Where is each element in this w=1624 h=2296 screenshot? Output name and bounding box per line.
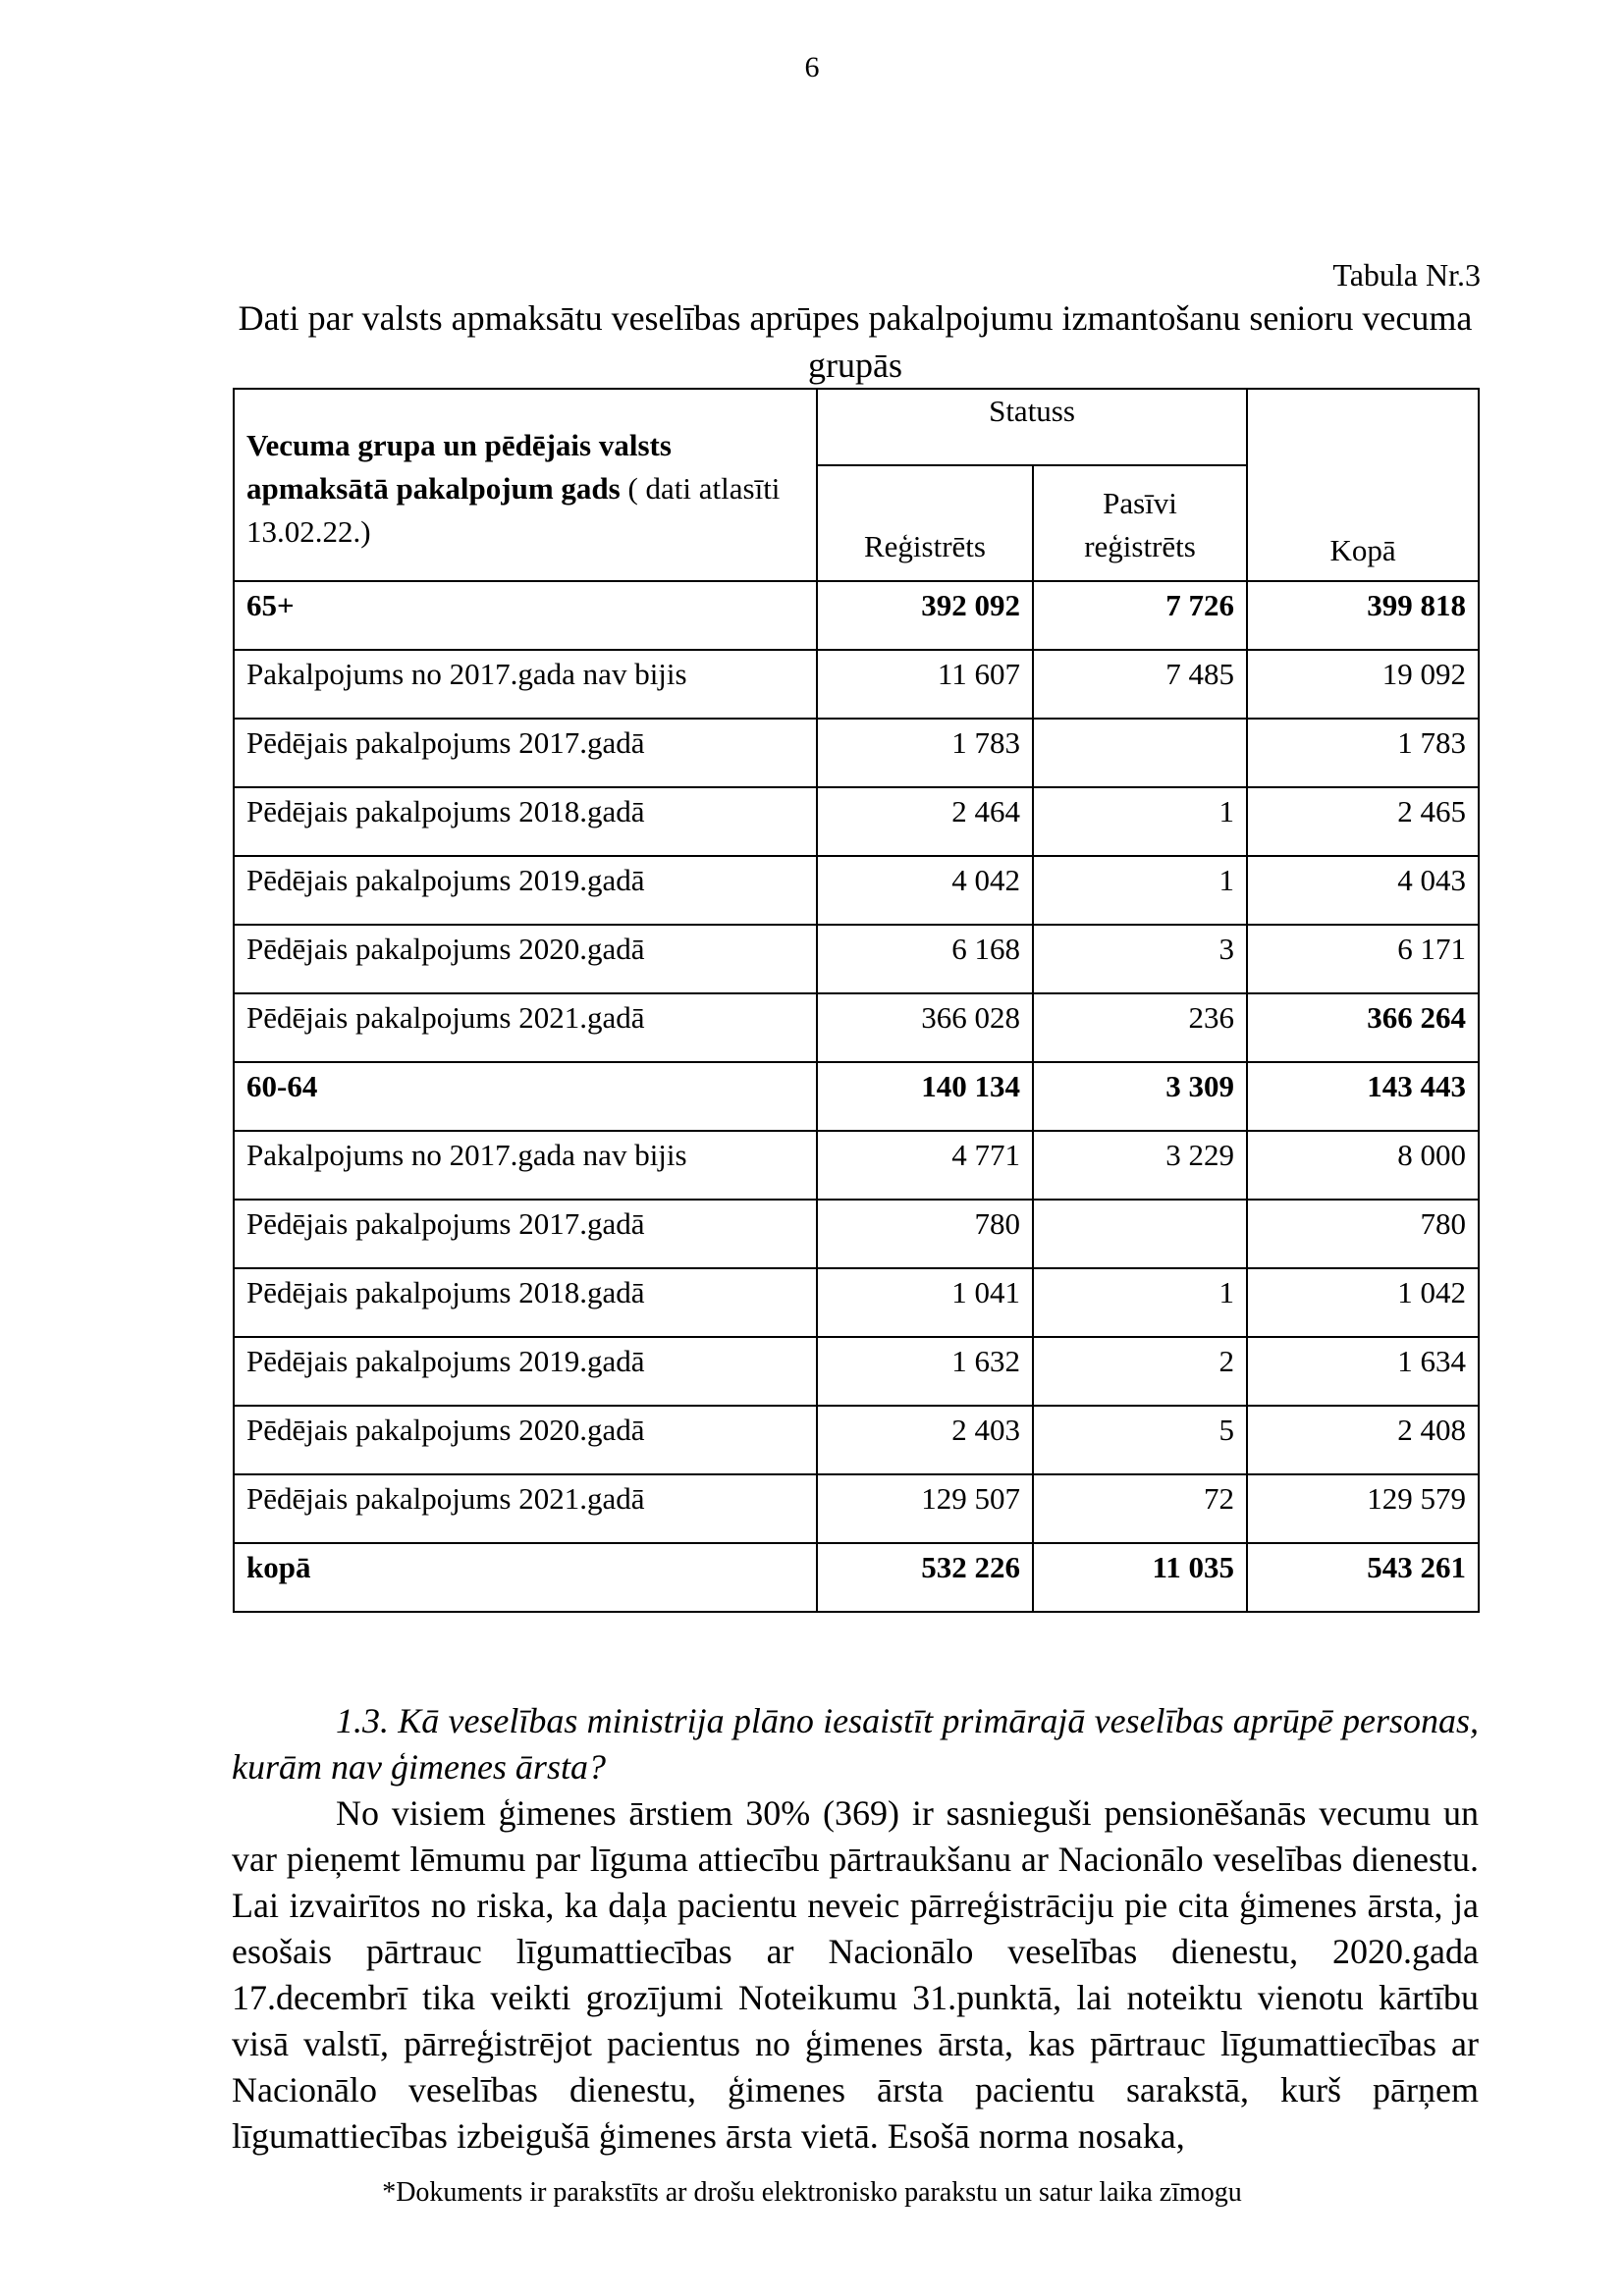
table-row: [234, 787, 1479, 856]
row-label: Pēdējais pakalpojums 2020.gadā: [234, 1406, 817, 1474]
cell-passive: 72: [1033, 1474, 1247, 1543]
cell-total: 4 043: [1247, 856, 1479, 925]
cell-total: 1 042: [1247, 1268, 1479, 1337]
cell-total: 399 818: [1247, 581, 1479, 650]
cell-registered: 129 507: [817, 1474, 1033, 1543]
header-age-group-note: ( dati atlasīti 13.02.22.): [246, 471, 781, 549]
cell-passive: 2: [1033, 1337, 1247, 1406]
table-label: Tabula Nr.3: [1332, 257, 1481, 293]
header-total: Kopā: [1247, 389, 1479, 581]
row-label: 65+: [234, 581, 817, 650]
cell-passive: 7 485: [1033, 650, 1247, 719]
cell-passive: 3: [1033, 925, 1247, 993]
cell-passive: 1: [1033, 787, 1247, 856]
row-label: Pēdējais pakalpojums 2019.gadā: [234, 856, 817, 925]
row-label: kopā: [234, 1543, 817, 1612]
table-title: Dati par valsts apmaksātu veselības aprūpes pakalpojumu izmantošanu senioru vecuma grupās: [238, 298, 1473, 385]
cell-registered: 2 403: [817, 1406, 1033, 1474]
cell-registered: 2 464: [817, 787, 1033, 856]
cell-total: 143 443: [1247, 1062, 1479, 1131]
cell-registered: 4 771: [817, 1131, 1033, 1200]
row-label: Pēdējais pakalpojums 2020.gadā: [234, 925, 817, 993]
table-row: [234, 1200, 1479, 1268]
cell-total: 1 634: [1247, 1337, 1479, 1406]
cell-passive: [1033, 719, 1247, 787]
cell-total: 543 261: [1247, 1543, 1479, 1612]
cell-registered: 780: [817, 1200, 1033, 1268]
cell-passive: 11 035: [1033, 1543, 1247, 1612]
footer-note: *Dokuments ir parakstīts ar drošu elektronisko parakstu un satur laika zīmogu: [382, 2177, 1242, 2208]
cell-passive: 5: [1033, 1406, 1247, 1474]
body-paragraph: No visiem ģimenes ārstiem 30% (369) ir sasnieguši pensionēšanās vecumu un var pieņemt lēmumu par līguma attiecību pārtraukšanu ar Nacionālo veselības dienestu. Lai izvairītos no riska, ka daļa pacientu neveic pārreģistrāciju pie cita ģimenes ārsta, ja esošais pārtrauc līgumattiecības ar Nacionālo veselības dienestu, 2020.gada 17.decembrī tika veikti grozījumi Noteikumu 31.punktā, lai noteiktu vienotu kārtību visā valstī, pārreģistrējot pacientus no ģimenes ārsta, kas pārtrauc līgumattiecības ar Nacionālo veselības dienestu, ģimenes ārsta pacientu sarakstā, kurš pārņem līgumattiecības izbeigušā ģimenes ārsta vietā. Esošā norma nosaka,: [232, 1793, 1479, 2156]
cell-registered: 392 092: [817, 581, 1033, 650]
table-row: [234, 1131, 1479, 1200]
row-label: Pēdējais pakalpojums 2018.gadā: [234, 1268, 817, 1337]
cell-passive: 1: [1033, 1268, 1247, 1337]
row-label: Pēdējais pakalpojums 2017.gadā: [234, 719, 817, 787]
cell-total: 780: [1247, 1200, 1479, 1268]
cell-total: 8 000: [1247, 1131, 1479, 1200]
table-row: [234, 1268, 1479, 1337]
row-label: 60-64: [234, 1062, 817, 1131]
table-row: [234, 719, 1479, 787]
table-row: [234, 993, 1479, 1062]
header-passive: Pasīvi reģistrēts: [1033, 465, 1247, 581]
cell-passive: 236: [1033, 993, 1247, 1062]
table-row: [234, 1062, 1479, 1131]
section-question: 1.3. Kā veselības ministrija plāno iesaistīt primārajā veselības aprūpē personas, kurām nav ģimenes ārsta?: [232, 1701, 1479, 1787]
header-age-group: [234, 389, 817, 581]
cell-total: 1 783: [1247, 719, 1479, 787]
cell-registered: 11 607: [817, 650, 1033, 719]
header-age-group-bold: Vecuma grupa un pēdējais valsts apmaksātā pakalpojum gads: [246, 428, 672, 506]
table-row: [234, 925, 1479, 993]
cell-total: 19 092: [1247, 650, 1479, 719]
row-label: Pēdējais pakalpojums 2021.gadā: [234, 993, 817, 1062]
table-row: [234, 650, 1479, 719]
cell-registered: 1 632: [817, 1337, 1033, 1406]
cell-passive: 3 229: [1033, 1131, 1247, 1200]
cell-total: 6 171: [1247, 925, 1479, 993]
cell-total: 2 465: [1247, 787, 1479, 856]
cell-registered: 4 042: [817, 856, 1033, 925]
row-label: Pakalpojums no 2017.gada nav bijis: [234, 1131, 817, 1200]
cell-registered: 366 028: [817, 993, 1033, 1062]
table-row: [234, 1406, 1479, 1474]
cell-passive: [1033, 1200, 1247, 1268]
cell-registered: 140 134: [817, 1062, 1033, 1131]
data-table: [233, 388, 1480, 1613]
cell-total: 366 264: [1247, 993, 1479, 1062]
header-registered: Reģistrēts: [817, 465, 1033, 581]
table-row: [234, 581, 1479, 650]
cell-registered: 532 226: [817, 1543, 1033, 1612]
page-number: 6: [804, 51, 820, 83]
cell-total: 129 579: [1247, 1474, 1479, 1543]
table-row: [234, 1543, 1479, 1612]
cell-passive: 1: [1033, 856, 1247, 925]
cell-total: 2 408: [1247, 1406, 1479, 1474]
row-label: Pēdējais pakalpojums 2018.gadā: [234, 787, 817, 856]
cell-registered: 1 783: [817, 719, 1033, 787]
table-row: [234, 1337, 1479, 1406]
row-label: Pēdējais pakalpojums 2021.gadā: [234, 1474, 817, 1543]
table-row: [234, 1474, 1479, 1543]
cell-registered: 1 041: [817, 1268, 1033, 1337]
row-label: Pakalpojums no 2017.gada nav bijis: [234, 650, 817, 719]
cell-passive: 7 726: [1033, 581, 1247, 650]
row-label: Pēdējais pakalpojums 2019.gadā: [234, 1337, 817, 1406]
cell-registered: 6 168: [817, 925, 1033, 993]
header-row: [234, 389, 1479, 465]
table-row: [234, 856, 1479, 925]
row-label: Pēdējais pakalpojums 2017.gadā: [234, 1200, 817, 1268]
header-status: Statuss: [817, 389, 1247, 465]
cell-passive: 3 309: [1033, 1062, 1247, 1131]
